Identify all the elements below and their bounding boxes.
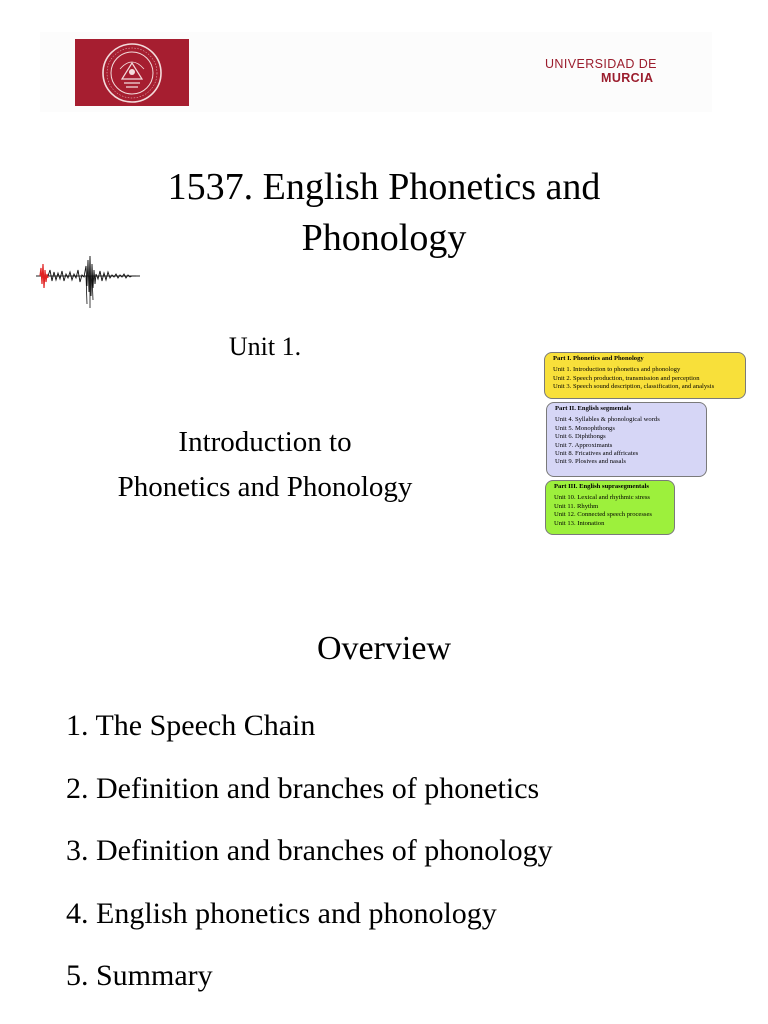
unit-number: Unit 1. xyxy=(228,332,302,361)
syllabus-unit-item: Unit 8. Fricatives and affricates xyxy=(555,450,639,458)
syllabus-unit-item: Unit 12. Connected speech processes xyxy=(554,511,652,519)
course-title-line2: Phonology xyxy=(301,217,467,259)
unit-title-line2: Phonetics and Phonology xyxy=(117,471,413,503)
university-name xyxy=(545,57,657,85)
syllabus-unit-item: Unit 1. Introduction to phonetics and phonology xyxy=(553,366,681,374)
syllabus-unit-item: Unit 3. Speech sound description, classification, and analysis xyxy=(553,383,715,391)
syllabus-unit-item: Unit 6. Diphthongs xyxy=(555,433,606,441)
syllabus-unit-item: Unit 9. Plosives and nasals xyxy=(555,458,626,466)
university-seal-logo xyxy=(75,39,189,106)
university-name-line2: MURCIA xyxy=(601,71,654,85)
syllabus-unit-item: Unit 4. Syllables & phonological words xyxy=(555,416,660,424)
syllabus-unit-item: Unit 11. Rhythm xyxy=(554,502,599,510)
overview-list xyxy=(66,705,553,1018)
overview-item: 3. Definition and branches of phonology xyxy=(66,834,553,867)
part-1-title: Part I. Phonetics and Phonology xyxy=(553,355,644,362)
syllabus-unit-item: Unit 13. Intonation xyxy=(554,519,605,527)
part-3-box xyxy=(545,480,675,535)
unit-title-line1: Introduction to xyxy=(178,426,352,458)
part-2-box xyxy=(546,402,707,477)
syllabus-unit-item: Unit 7. Approximants xyxy=(555,441,613,449)
speech-waveform-icon xyxy=(36,250,140,310)
unit-title xyxy=(60,420,470,510)
syllabus-unit-item: Unit 10. Lexical and rhythmic stress xyxy=(554,494,650,502)
course-title-line1: 1537. English Phonetics and xyxy=(167,166,601,208)
overview-item: 5. Summary xyxy=(66,959,213,992)
overview-heading: Overview xyxy=(316,630,452,667)
part-3-title: Part III. English suprasegmentals xyxy=(554,483,649,490)
syllabus-unit-item: Unit 2. Speech production, transmission and perception xyxy=(553,374,700,382)
syllabus-unit-item: Unit 5. Monophthongs xyxy=(555,424,615,432)
overview-item: 4. English phonetics and phonology xyxy=(66,896,497,930)
part-2-title: Part II. English segmentals xyxy=(555,405,632,412)
overview-item: 1. The Speech Chain xyxy=(66,709,316,742)
seal-icon xyxy=(100,41,164,105)
university-name-line1: UNIVERSIDAD DE xyxy=(545,57,657,71)
course-title xyxy=(0,162,768,264)
overview-item: 2. Definition and branches of phonetics xyxy=(66,771,540,805)
part-1-box xyxy=(544,352,746,399)
